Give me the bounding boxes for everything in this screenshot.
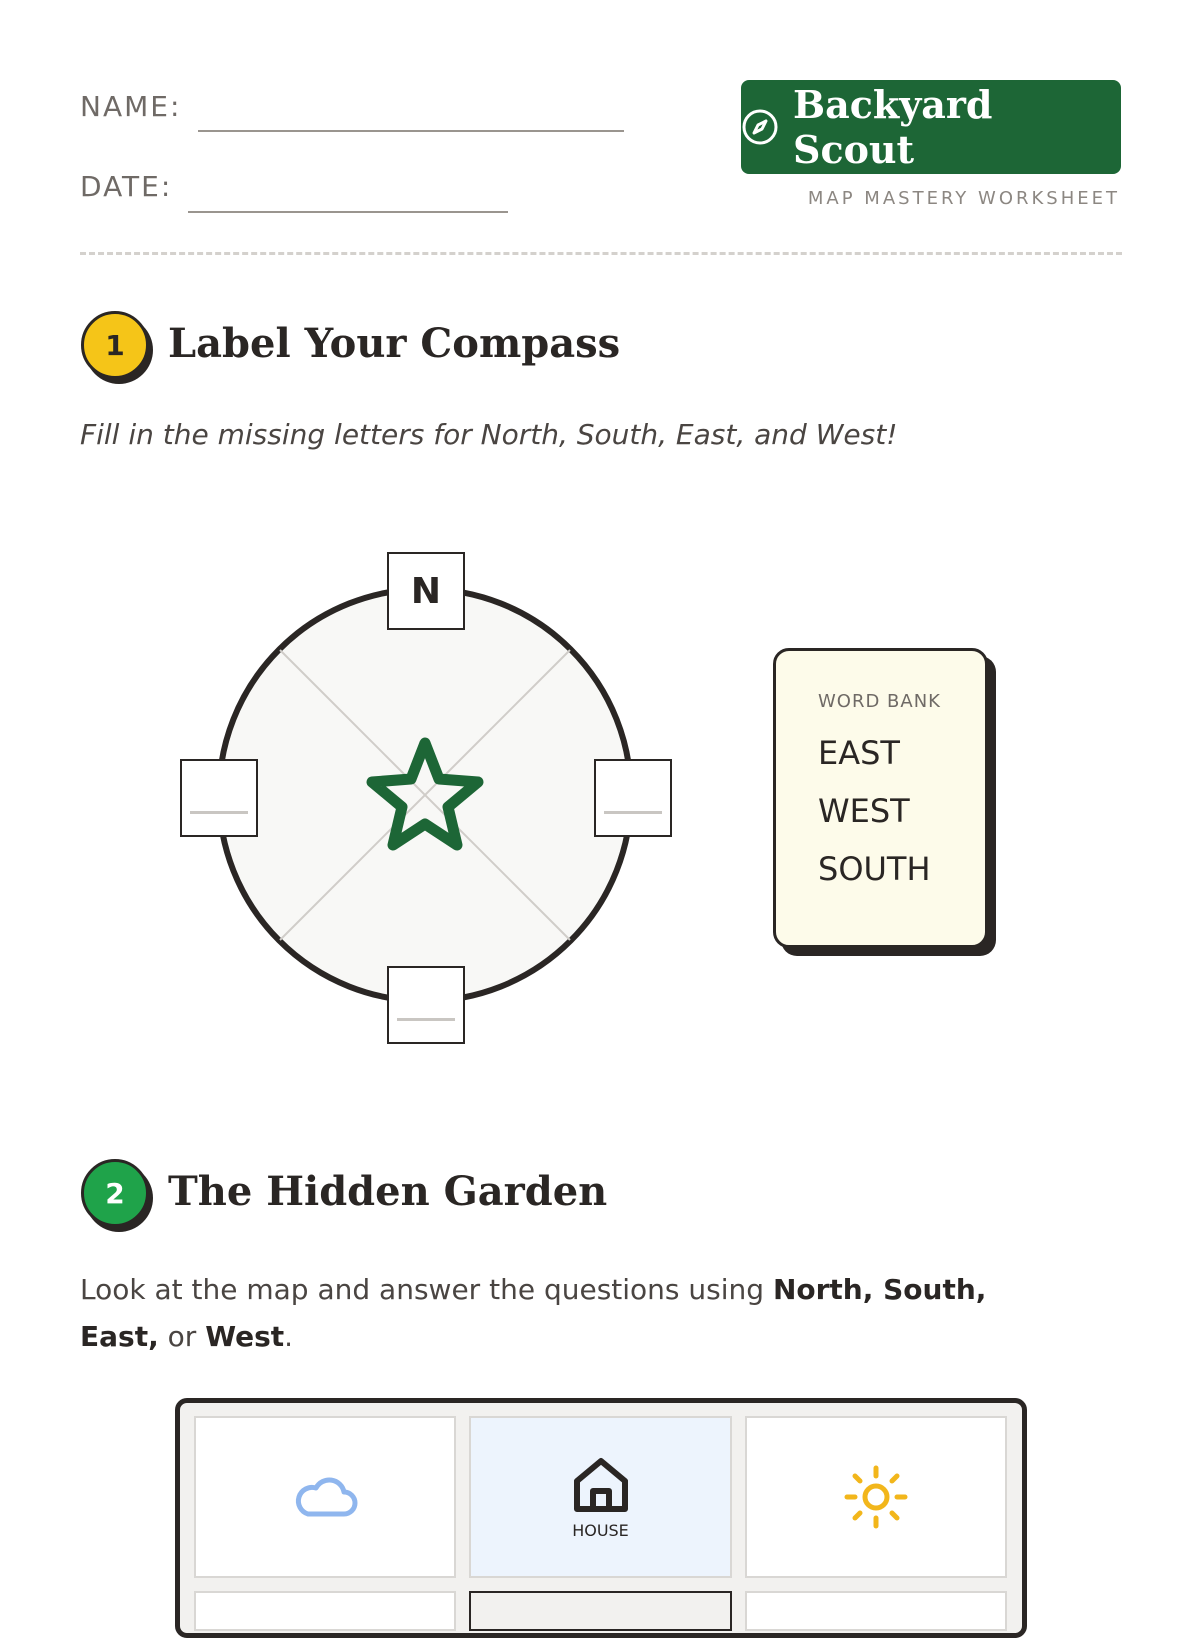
map-cell-house xyxy=(469,1416,732,1578)
section-1-instruction: Fill in the missing letters for North, South, East, and West! xyxy=(80,418,898,451)
divider xyxy=(80,252,1122,255)
sun-icon xyxy=(844,1465,908,1529)
compass-west-box[interactable] xyxy=(180,759,258,837)
section-1-title: Label Your Compass xyxy=(168,320,621,367)
star-icon xyxy=(362,735,488,855)
cloud-icon xyxy=(292,1474,358,1520)
worksheet-subtitle: MAP MASTERY WORKSHEET xyxy=(807,188,1120,209)
instruction-or: or xyxy=(167,1320,197,1353)
compass-north-box: N xyxy=(387,552,465,630)
brand-badge xyxy=(741,80,1121,174)
word-bank-item: SOUTH xyxy=(818,850,931,888)
instruction-directions: North, South, East, xyxy=(80,1273,987,1353)
map-cell xyxy=(469,1591,732,1631)
name-label: NAME: xyxy=(80,90,182,123)
section-2-number-badge: 2 xyxy=(81,1159,149,1227)
date-field[interactable] xyxy=(188,211,508,213)
instruction-west: West xyxy=(205,1320,285,1353)
house-icon xyxy=(571,1455,631,1515)
house-label: HOUSE xyxy=(572,1520,629,1540)
compass-south-box[interactable] xyxy=(387,966,465,1044)
east-blank[interactable] xyxy=(604,811,662,814)
west-blank[interactable] xyxy=(190,811,248,814)
compass-icon xyxy=(741,108,779,146)
map-cell xyxy=(745,1591,1007,1631)
section-2-title: The Hidden Garden xyxy=(168,1168,608,1215)
date-label: DATE: xyxy=(80,170,173,203)
word-bank-item: EAST xyxy=(818,734,900,772)
word-bank-title: WORD BANK xyxy=(818,691,941,712)
map-cell-sun xyxy=(745,1416,1007,1578)
instruction-period: . xyxy=(284,1320,294,1353)
instruction-text: Look at the map and answer the questions using xyxy=(80,1273,765,1306)
name-field[interactable] xyxy=(198,130,624,132)
brand-title: Backyard Scout xyxy=(793,82,993,172)
south-blank[interactable] xyxy=(397,1018,455,1021)
section-1-number-badge: 1 xyxy=(81,311,149,379)
compass-east-box[interactable] xyxy=(594,759,672,837)
map-cell xyxy=(194,1591,456,1631)
section-2-instruction xyxy=(80,1266,1060,1360)
word-bank-card xyxy=(773,648,988,948)
map-cell-cloud xyxy=(194,1416,456,1578)
word-bank-item: WEST xyxy=(818,792,910,830)
